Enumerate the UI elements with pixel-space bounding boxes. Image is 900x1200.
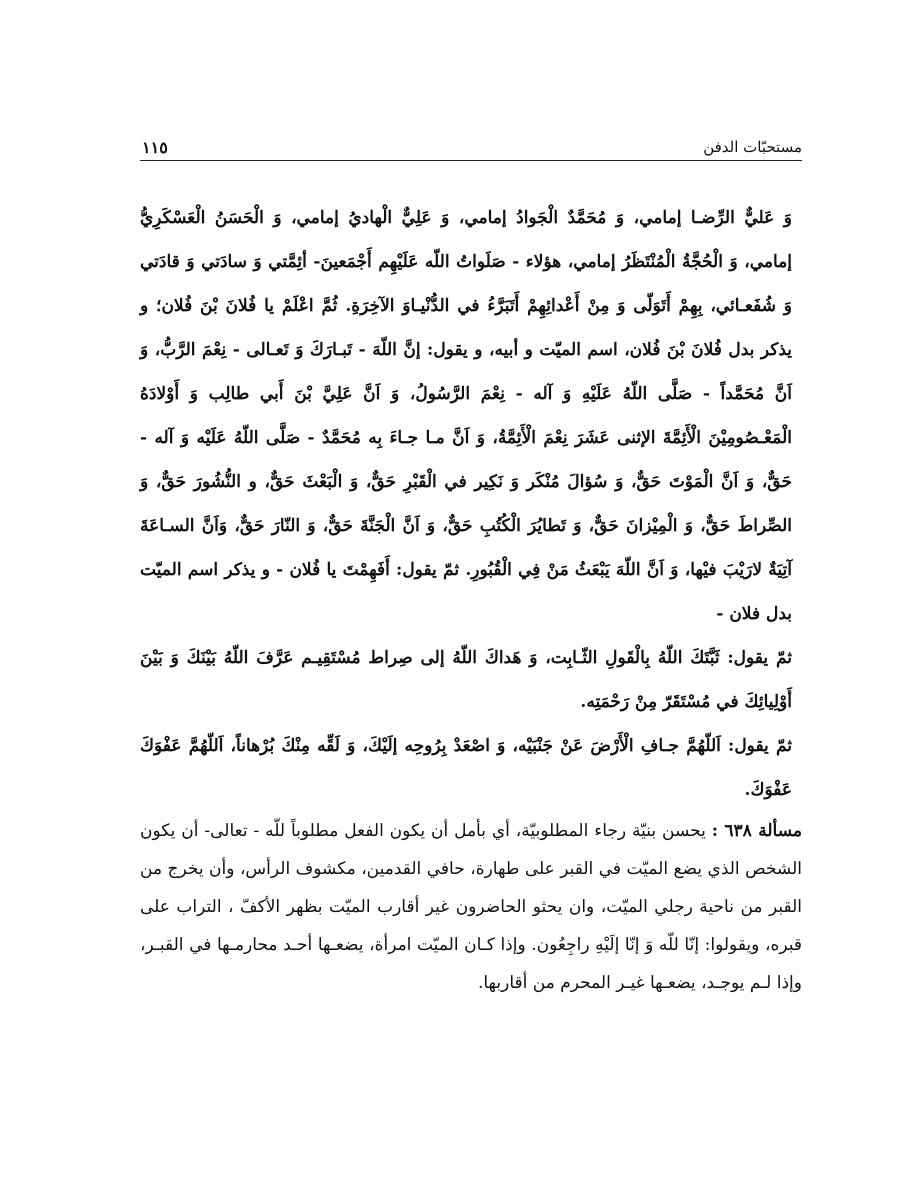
duaa-paragraph-talqin: وَ عَليٌّ الرِّضـا إمامي، وَ مُحَمَّدٌ الْجَوادُ إمامي، وَ عَلِيٌّ الْهاديُ إمامي، وَ الْحَسَنُ الْعَسْكَرِيُّ إمامي، وَ الْحُجَّةُ الْمُنْتَظَرُ إمامي، هؤلاء - صَلَواتُ اللّه عَلَيْهِم أَجْمَعينَ- أئِمَّتي وَ سادَتي وَ قادَتي وَ شُفَعـائي، بِهِمْ أَتَوَلّى وَ مِنْ أَعْدائِهِمْ أَتَبَرَّءُ في الدُّنْيـاوَ الآخِرَةِ. ثُمَّ اعْلَمْ يا فُلانَ بْنَ فُلان؛ و يذكر بدل فُلانَ بْنَ فُلان، اسم الميّت و أبيه، و يقول: إنَّ اللّهَ - تَبـارَكَ وَ تَعـالى - نِعْمَ الرَّبُّ، وَ اَنَّ مُحَمَّداً - صَلَّى اللّهُ عَلَيْهِ وَ آله - نِعْمَ الرَّسُولُ، وَ اَنَّ عَلِيَّ بْنَ أَبي طالِب وَ أَوْلادَهُ الْمَعْـصُومِيْنَ الْأَئِمَّةَ الإثنى عَشَرَ نِعْمَ الْأَئِمَّةُ، وَ اَنَّ مـا جـاءَ بِه مُحَمَّدٌ - صَلَّى اللّهُ عَلَيْه وَ آله - حَقٌّ، وَ اَنَّ الْمَوْتَ حَقٌّ، وَ سُؤالَ مُنْكَر وَ نَكِير في الْقَبْرِ حَقٌّ، وَ الْبَعْثَ حَقٌّ، و النُّشُورَ حَقٌّ، وَ الصِّراطَ حَقٌّ، وَ الْمِيْزانَ حَقٌّ، وَ تَطايُرَ الْكُتُبِ حَقٌّ، وَ اَنَّ الْجَنَّةَ حَقٌّ، وَ النّارَ حَقٌّ، وَاَنَّ السـاعَةَ آتِيَةٌ لارَيْبَ فيْها، وَ اَنَّ اللّهَ يَبْعَثُ مَنْ فِي الْقُبُورِ. ثمّ يقول: أَفَهِمْتَ يا فُلان - و يذكر اسم الميّت بدل فلان - (140, 208, 792, 624)
masala-paragraph (140, 812, 802, 1002)
masala-label: مسألة ٦٣٨ : (711, 821, 802, 841)
duaa-paragraph-jafi: ثمّ يقول: اَللّهُمَّ جـافِ الْأَرْضَ عَنْ جَنْبَيْه، وَ اصْعَدْ بِرُوحِه إلَيْكَ، وَ لَقِّه مِنْكَ بُرْهاناً، اَللّهُمَّ عَفْوَكَ عَفْوَكَ. (140, 736, 792, 800)
page-body (140, 196, 802, 1002)
page-number: ١١٥ (142, 138, 168, 157)
masala-text: يحسن بنيّة رجاء المطلوبيّة، أي بأمل أن يكون الفعل مطلوباً للّه - تعالى- أن يكون الشخص الذي يضع الميّت في القبر على طهارة، حافي القدمين، مكشوف الرأس، وأن يخرج من القبر من ناحية رجلي الميّت، وان يحثو الحاضرون غير أقارب الميّت بظهر الأكفّ ، التراب على قبره، ويقولوا: إنّا للّه وَ إنّا إلَيْهِ راجِعُون. وإذا كـان الميّت امرأة، يضعـها أحـد محارمـها في القبـر، وإذا لـم يوجـد، يضعـها غيـر المحرم من أقاربها. (140, 821, 802, 993)
page-header (140, 138, 802, 161)
running-header-title: مستحبّات الدفن (703, 138, 802, 156)
duaa-paragraph-thabbatak: ثمّ يقول: ثَبَّتَكَ اللّهُ بِالْقَولِ الثّـابِت، وَ هَداكَ اللّهُ إلى صِراط مُسْتَقِيـم عَرَّفَ اللّهُ بَيْنَكَ وَ بَيْنَ أَوْلِيائِكَ في مُسْتَقَرّ مِنْ رَحْمَتِه. (140, 648, 792, 712)
